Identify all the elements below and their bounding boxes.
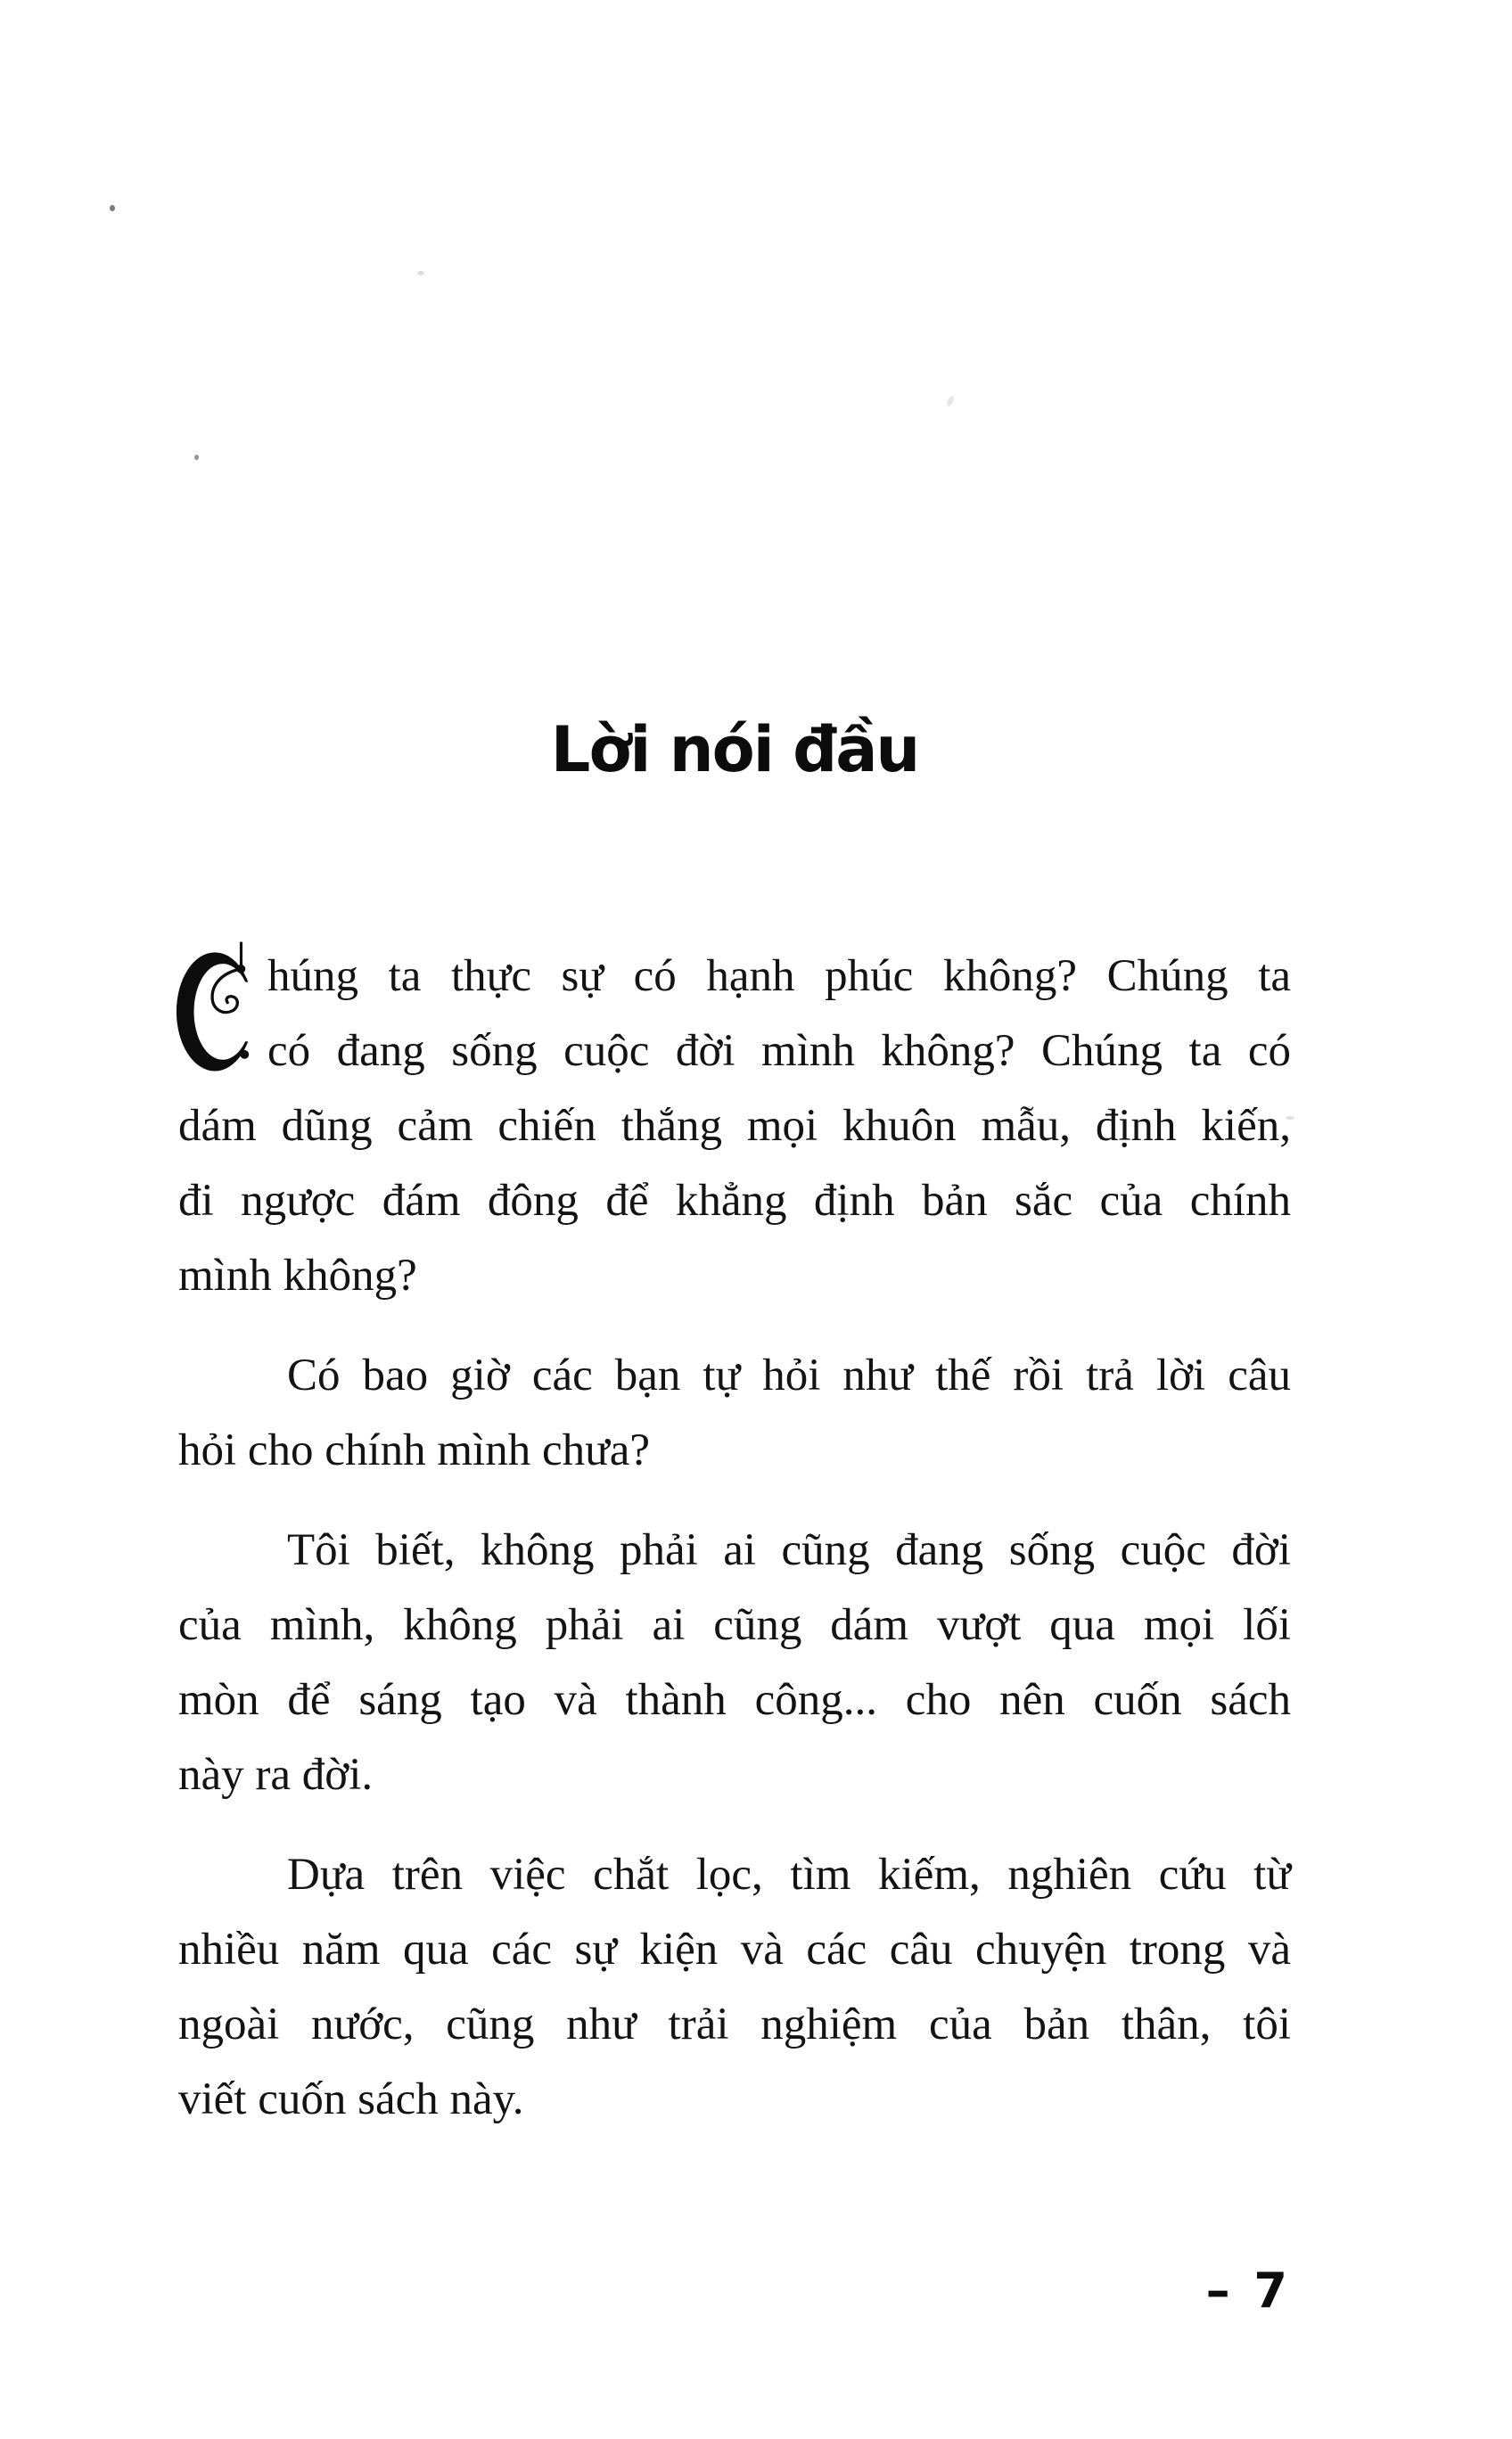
text-line: Có bao giờ các bạn tự hỏi như thế rồi trả lời câu xyxy=(287,1351,1291,1400)
drop-cap-c xyxy=(173,940,257,1083)
text-line: mòn để sáng tạo và thành công... cho nên cuốn sách xyxy=(178,1675,1291,1725)
text-line: mình không? xyxy=(178,1251,417,1301)
text-line: Dựa trên việc chắt lọc, tìm kiếm, nghiên cứu từ xyxy=(287,1850,1291,1900)
text-line: nhiều năm qua các sự kiện và các câu chuyện trong và xyxy=(178,1925,1291,1975)
scan-speck xyxy=(1286,1116,1294,1120)
text-line: này ra đời. xyxy=(178,1750,374,1800)
text-line: dám dũng cảm chiến thắng mọi khuôn mẫu, định kiến, xyxy=(178,1101,1291,1151)
chapter-title: Lời nói đầu xyxy=(550,713,919,786)
text-line: hỏi cho chính mình chưa? xyxy=(178,1425,651,1475)
scan-speck xyxy=(946,395,956,406)
text-line: đi ngược đám đông để khẳng định bản sắc của chính xyxy=(178,1176,1291,1226)
paragraph xyxy=(178,1338,1291,1488)
paragraph xyxy=(178,1513,1291,1812)
paragraph xyxy=(178,1837,1291,2137)
scan-speck xyxy=(110,205,115,211)
paragraph xyxy=(178,939,1291,1313)
text-line: của mình, không phải ai cũng dám vượt qua mọi lối xyxy=(178,1600,1291,1650)
text-line: có đang sống cuộc đời mình không? Chúng ta có xyxy=(267,1026,1291,1076)
text-line: viết cuốn sách này. xyxy=(178,2074,524,2124)
scan-speck xyxy=(194,455,199,460)
body-text xyxy=(178,939,1291,2162)
text-line: Tôi biết, không phải ai cũng đang sống cuộc đời xyxy=(287,1525,1291,1575)
text-line: húng ta thực sự có hạnh phúc không? Chúng ta xyxy=(267,951,1291,1001)
page-number: – 7 xyxy=(1205,2262,1291,2319)
scan-speck xyxy=(417,271,424,275)
text-line: ngoài nước, cũng như trải nghiệm của bản thân, tôi xyxy=(178,2000,1291,2049)
